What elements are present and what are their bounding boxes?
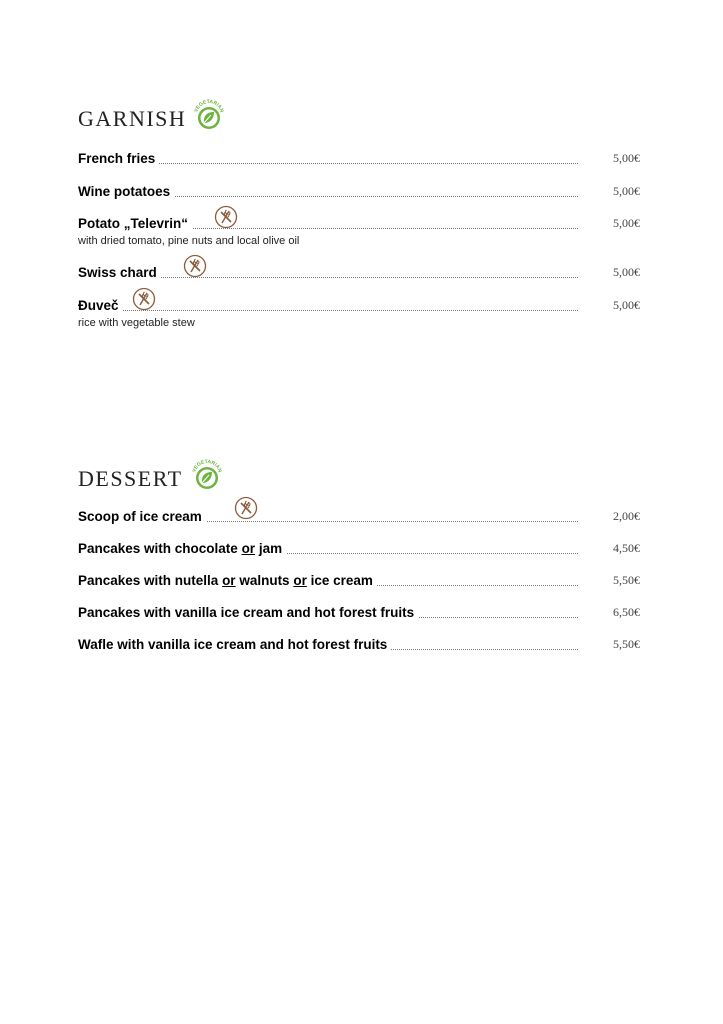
gluten-free-icon <box>183 254 207 278</box>
dessert-section <box>78 452 646 662</box>
item-price: 5,00€ <box>613 216 640 230</box>
section-title: GARNISH <box>78 106 187 131</box>
item-name: Potato „Televrin“ <box>78 215 192 233</box>
name-part-underlined: or <box>222 573 236 588</box>
item-description: rice with vegetable stew <box>78 317 195 329</box>
item-price: 5,00€ <box>613 151 640 165</box>
name-part-underlined: or <box>293 573 307 588</box>
item-price: 5,50€ <box>613 573 640 587</box>
svg-text:VEGETARIAN: VEGETARIAN <box>193 98 225 114</box>
item-price: 5,00€ <box>613 265 640 279</box>
item-name: Scoop of ice cream <box>78 508 206 526</box>
name-part: ice cream <box>306 573 373 588</box>
menu-item <box>78 297 646 329</box>
gluten-free-icon <box>214 205 238 229</box>
item-description: with dried tomato, pine nuts and local olive oil <box>78 235 300 247</box>
name-part: jam <box>255 541 283 556</box>
menu-item <box>78 264 646 284</box>
item-price: 2,00€ <box>613 509 640 523</box>
vegetarian-badge-icon <box>190 94 228 132</box>
menu-item <box>78 540 646 560</box>
item-name: Wine potatoes <box>78 183 174 201</box>
name-part: Pancakes with chocolate <box>78 541 242 556</box>
menu-item <box>78 572 646 592</box>
name-part: Pancakes with nutella <box>78 573 223 588</box>
item-price: 5,00€ <box>613 184 640 198</box>
vegetarian-badge-icon <box>188 454 226 492</box>
item-price: 5,50€ <box>613 637 640 651</box>
menu-item <box>78 150 646 170</box>
menu-item <box>78 636 646 656</box>
menu-item <box>78 604 646 624</box>
item-name: Pancakes with vanilla ice cream and hot forest fruits <box>78 604 418 622</box>
name-part-underlined: or <box>241 541 256 556</box>
menu-item <box>78 215 646 247</box>
name-part: walnuts <box>235 573 294 588</box>
svg-text:VEGETARIAN: VEGETARIAN <box>191 458 223 474</box>
menu-item <box>78 508 646 528</box>
gluten-free-icon <box>234 496 258 520</box>
item-name: French fries <box>78 150 159 168</box>
item-price: 5,00€ <box>613 298 640 312</box>
item-name: Đuveč <box>78 297 123 315</box>
dessert-header <box>78 452 646 492</box>
item-name <box>78 572 377 590</box>
item-name: Swiss chard <box>78 264 161 282</box>
item-name: Wafle with vanilla ice cream and hot forest fruits <box>78 636 391 654</box>
gluten-free-icon <box>132 287 156 311</box>
item-price: 4,50€ <box>613 541 640 555</box>
menu-item <box>78 183 646 203</box>
item-price: 6,50€ <box>613 605 640 619</box>
item-name <box>78 540 286 558</box>
garnish-section <box>78 92 646 342</box>
section-title: DESSERT <box>78 466 183 491</box>
garnish-header <box>78 92 646 132</box>
